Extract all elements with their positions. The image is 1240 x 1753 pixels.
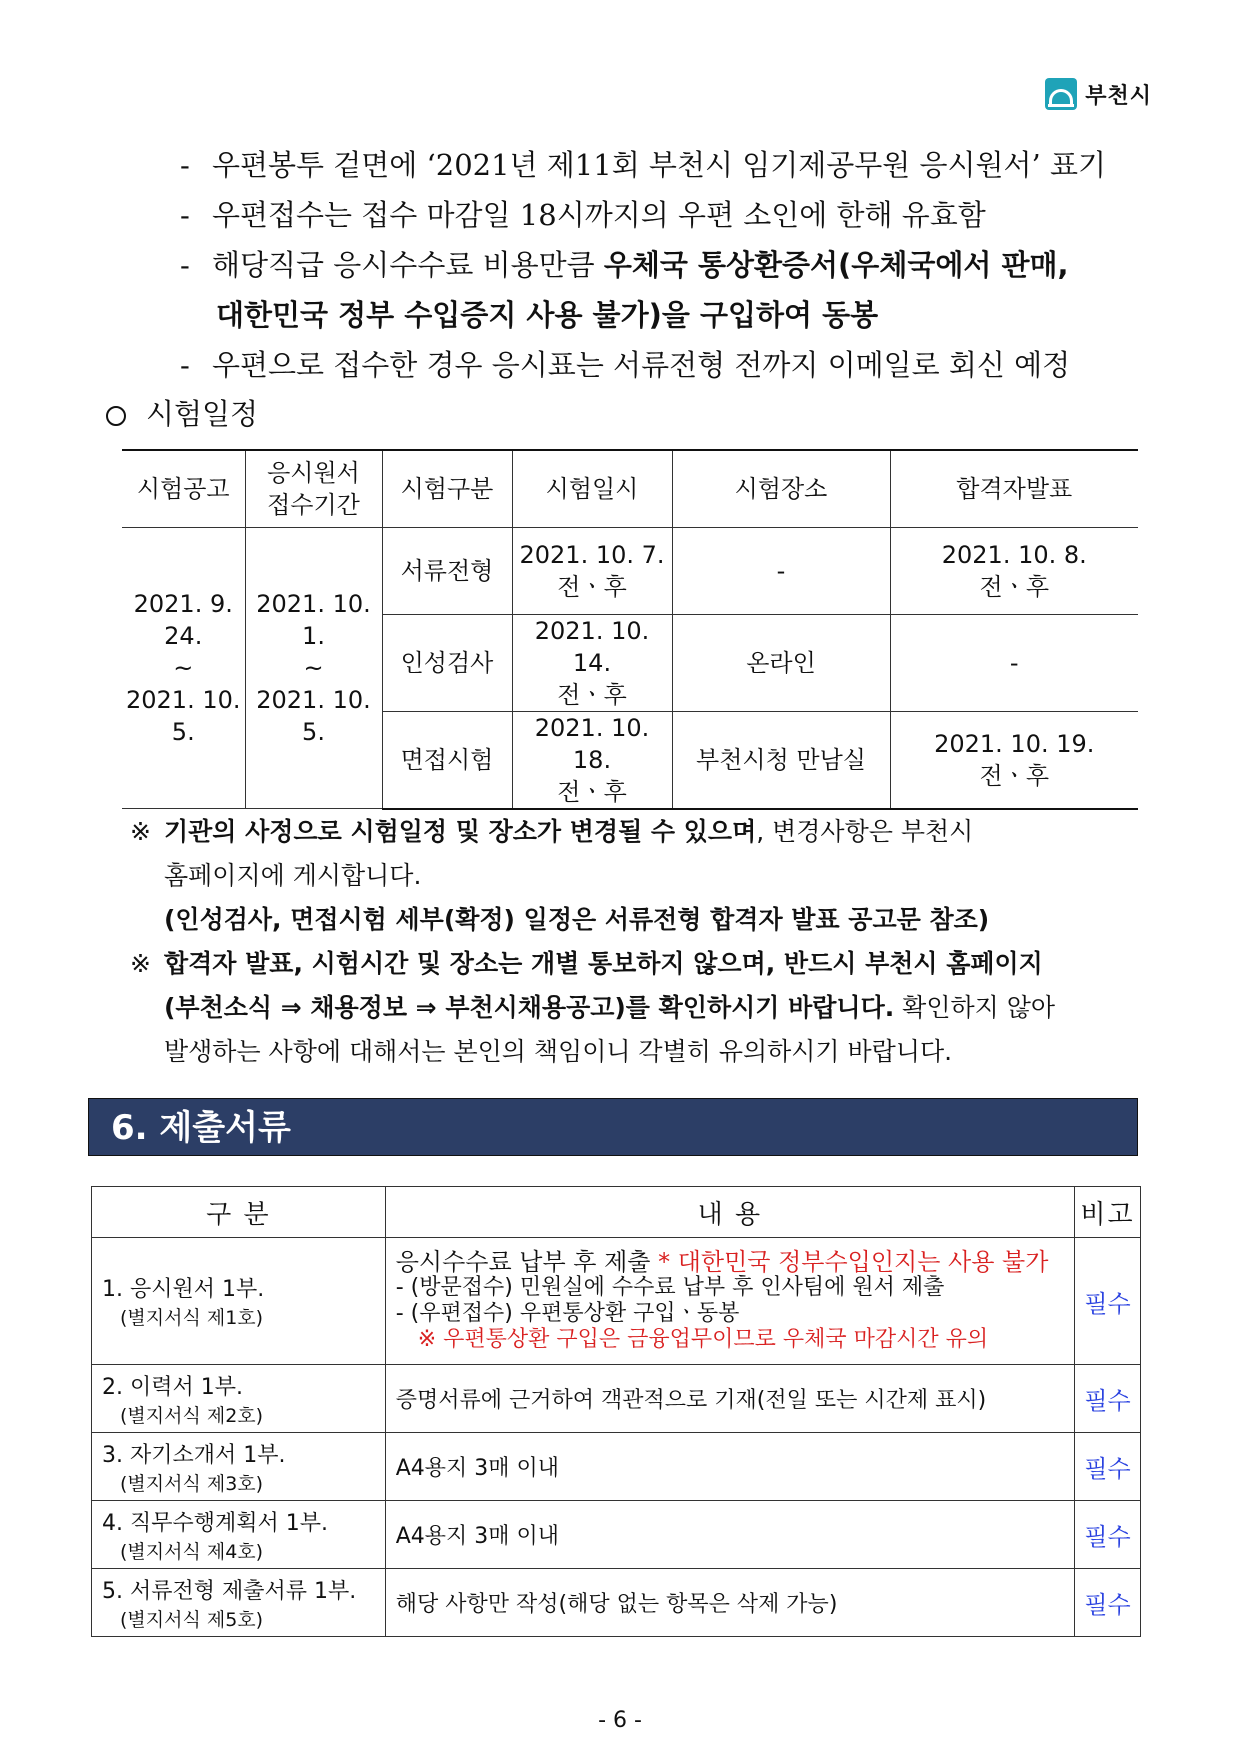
document-note: 필수 xyxy=(1075,1433,1141,1501)
circle-bullet-icon xyxy=(106,406,126,426)
document-note: 필수 xyxy=(1075,1569,1141,1637)
schedule-heading-text: 시험일정 xyxy=(146,397,259,431)
bullet-line: - 우편접수는 접수 마감일 18시까지의 우편 소인에 한해 유효함 xyxy=(180,198,986,232)
exam-type: 서류전형 xyxy=(382,527,512,614)
col-header: 시험장소 xyxy=(672,450,890,527)
reference-mark: ※ xyxy=(130,817,151,846)
section-title: 6. 제출서류 xyxy=(88,1098,1138,1156)
document-row xyxy=(92,1501,1141,1569)
document-form: (별지서식 제4호) xyxy=(120,1540,264,1563)
note xyxy=(130,942,1140,1074)
note xyxy=(130,810,1140,942)
postal-bullets xyxy=(180,140,1140,390)
col-header: 합격자발표 xyxy=(890,450,1138,527)
bullet-text: 우편으로 접수한 경우 응시표는 서류전형 전까지 이메일로 회신 예정 xyxy=(212,348,1071,382)
document-form: (별지서식 제5호) xyxy=(120,1608,264,1631)
schedule-heading xyxy=(106,392,258,433)
note-bold-text: (부천소식 ⇒ 채용정보 ⇒ 부천시채용공고)를 확인하시기 바랍니다. xyxy=(164,993,895,1022)
schedule-table xyxy=(122,449,1138,810)
col-header: 구 분 xyxy=(92,1187,386,1238)
schedule-notes xyxy=(130,810,1140,1074)
document-content: 응시수수료 납부 후 제출 xyxy=(395,1248,651,1276)
exam-place: - xyxy=(672,527,890,614)
document-row xyxy=(92,1433,1141,1501)
document-note: 필수 xyxy=(1075,1365,1141,1433)
document-warning: ※ 우편통상환 구입은 금융업무이므로 우체국 마감시간 유의 xyxy=(417,1327,989,1352)
document-row xyxy=(92,1238,1141,1365)
announcement-period: 2021. 9. 24. ~ 2021. 10. 5. xyxy=(122,527,245,809)
city-logo xyxy=(1045,78,1152,110)
document-content: - (우편접수) 우편통상환 구입ㆍ동봉 xyxy=(395,1301,740,1326)
documents-header-row xyxy=(92,1187,1141,1238)
exam-result: 2021. 10. 8. 전ㆍ후 xyxy=(890,527,1138,614)
document-name: 5. 서류전형 제출서류 1부. xyxy=(102,1578,357,1604)
note-bold-text: (인성검사, 면접시험 세부(확정) 일정은 서류전형 합격자 발표 공고문 참조) xyxy=(164,905,990,934)
document-content: - (방문접수) 민원실에 수수료 납부 후 인사팀에 원서 제출 xyxy=(395,1275,945,1300)
exam-type: 인성검사 xyxy=(382,614,512,711)
application-period: 2021. 10. 1. ~ 2021. 10. 5. xyxy=(245,527,382,809)
document-note: 필수 xyxy=(1075,1238,1141,1365)
exam-result: 2021. 10. 19. 전ㆍ후 xyxy=(890,711,1138,809)
exam-datetime: 2021. 10. 14. 전ㆍ후 xyxy=(512,614,672,711)
document-content: 해당 사항만 작성(해당 없는 항목은 삭제 가능) xyxy=(385,1569,1074,1637)
documents-table xyxy=(91,1186,1141,1637)
document-note: 필수 xyxy=(1075,1501,1141,1569)
col-header: 시험일시 xyxy=(512,450,672,527)
document-name: 1. 응시원서 1부. xyxy=(102,1277,265,1302)
col-header: 내 용 xyxy=(385,1187,1074,1238)
bullet-continuation: 대한민국 정부 수입증지 사용 불가)을 구입하여 동봉 xyxy=(216,298,879,332)
document-row xyxy=(92,1569,1141,1637)
exam-type: 면접시험 xyxy=(382,711,512,809)
schedule-header-row xyxy=(122,450,1138,527)
document-form: (별지서식 제3호) xyxy=(120,1472,264,1495)
col-header: 응시원서 접수기간 xyxy=(245,450,382,527)
bullet-bold-text: 우체국 통상환증서(우체국에서 판매, xyxy=(603,248,1069,282)
reference-mark: ※ xyxy=(130,949,151,978)
bullet-line: - 우편봉투 겉면에 ‘2021년 제11회 부천시 임기제공무원 응시원서’ 표기 xyxy=(180,148,1107,182)
bullet-line: - 해당직급 응시수수료 비용만큼 우체국 통상환증서(우체국에서 판매, xyxy=(180,248,1069,282)
bullet-text: 우편봉투 겉면에 ‘2021년 제11회 부천시 임기제공무원 응시원서’ 표기 xyxy=(212,148,1107,182)
note-bold-text: 기관의 사정으로 시험일정 및 장소가 변경될 수 있으며 xyxy=(164,817,757,846)
col-header: 비고 xyxy=(1075,1187,1141,1238)
col-header: 시험구분 xyxy=(382,450,512,527)
note-text: , 변경사항은 부천시 xyxy=(756,817,974,846)
bullet-text: 우편접수는 접수 마감일 18시까지의 우편 소인에 한해 유효함 xyxy=(212,198,986,232)
page-number: - 6 - xyxy=(598,1708,642,1733)
note-text: 발생하는 사항에 대해서는 본인의 책임이니 각별히 유의하시기 바랍니다. xyxy=(164,1037,953,1066)
col-header: 시험공고 xyxy=(122,450,245,527)
note-text: 홈페이지에 게시합니다. xyxy=(164,861,422,890)
exam-place: 부천시청 만남실 xyxy=(672,711,890,809)
document-content: A4용지 3매 이내 xyxy=(385,1501,1074,1569)
document-content: 증명서류에 근거하여 객관적으로 기재(전일 또는 시간제 표시) xyxy=(385,1365,1074,1433)
document-row xyxy=(92,1365,1141,1433)
document-name: 4. 직무수행계획서 1부. xyxy=(102,1510,328,1536)
exam-datetime: 2021. 10. 7. 전ㆍ후 xyxy=(512,527,672,614)
logo-text: 부천시 xyxy=(1085,83,1152,109)
exam-result: - xyxy=(890,614,1138,711)
document-form: (별지서식 제1호) xyxy=(120,1307,264,1329)
document-content: A4용지 3매 이내 xyxy=(385,1433,1074,1501)
bucheon-logo-icon xyxy=(1045,78,1077,110)
bullet-line: - 우편으로 접수한 경우 응시표는 서류전형 전까지 이메일로 회신 예정 xyxy=(180,348,1071,382)
exam-place: 온라인 xyxy=(672,614,890,711)
note-bold-text: 합격자 발표, 시험시간 및 장소는 개별 통보하지 않으며, 반드시 부천시 홈페이지 xyxy=(164,949,1043,978)
document-warning: * 대한민국 정부수입인지는 사용 불가 xyxy=(650,1248,1049,1276)
document-form: (별지서식 제2호) xyxy=(120,1404,264,1427)
exam-datetime: 2021. 10. 18. 전ㆍ후 xyxy=(512,711,672,809)
document-name: 2. 이력서 1부. xyxy=(102,1374,243,1400)
bullet-text: 해당직급 응시수수료 비용만큼 xyxy=(212,248,604,282)
note-text: 확인하지 않아 xyxy=(894,993,1056,1022)
schedule-row xyxy=(122,527,1138,614)
document-name: 3. 자기소개서 1부. xyxy=(102,1442,286,1468)
